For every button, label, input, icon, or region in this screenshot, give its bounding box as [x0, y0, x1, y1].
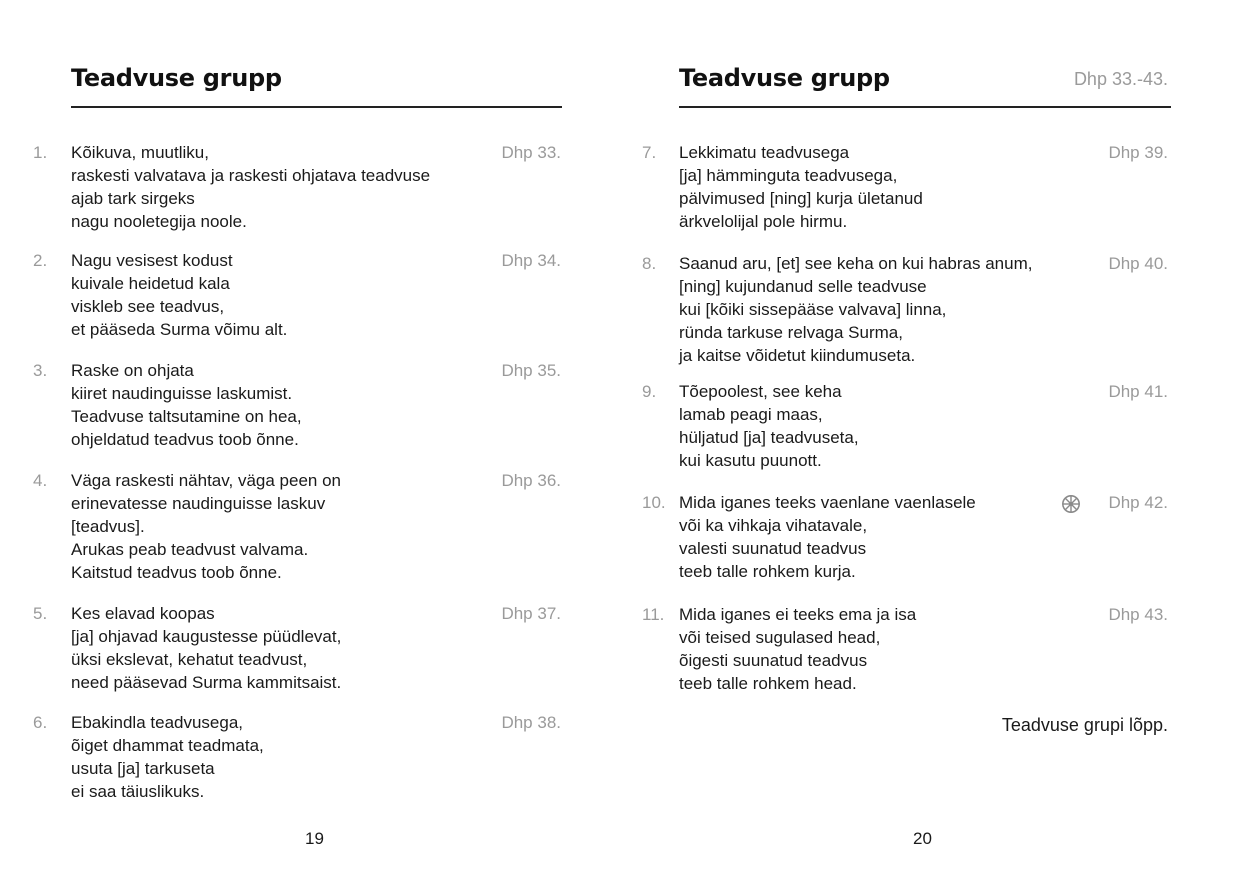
- verse-text: [71, 141, 430, 233]
- verse-text: [71, 711, 264, 803]
- verse-number: 11.: [642, 605, 665, 624]
- verse-line: ärkvelolijal pole hirmu.: [679, 212, 848, 231]
- verse-text: [71, 602, 341, 694]
- section-reference: Dhp 33.-43.: [1073, 69, 1168, 89]
- verse-line: raskesti valvatava ja raskesti ohjatava teadvuse: [71, 166, 431, 185]
- page-title: Teadvuse grupp: [71, 64, 282, 92]
- verse-line: erinevatesse naudinguisse laskuv: [71, 494, 326, 513]
- dharma-wheel-icon: [1061, 494, 1081, 514]
- title-rule: [71, 106, 562, 108]
- verse-line: Raske on ohjata: [71, 361, 194, 380]
- verse-line: teeb talle rohkem head.: [679, 674, 857, 693]
- verse-reference: Dhp 36.: [501, 471, 561, 490]
- verse-line: kui [kõiki sissepääse valvava] linna,: [679, 300, 947, 319]
- left-page: [0, 0, 620, 875]
- verse-reference: Dhp 42.: [1108, 493, 1168, 512]
- verse-reference: Dhp 33.: [501, 143, 561, 162]
- verse-reference: Dhp 37.: [501, 604, 561, 623]
- verse-line: lamab peagi maas,: [679, 405, 823, 424]
- verse-text: [71, 469, 341, 584]
- right-page: [620, 0, 1240, 875]
- verse-number: 8.: [642, 254, 657, 273]
- verse-line: Saanud aru, [et] see keha on kui habras anum,: [679, 254, 1033, 273]
- verse-number: 6.: [33, 713, 48, 732]
- verse-line: Arukas peab teadvust valvama.: [71, 540, 309, 559]
- verse-reference: Dhp 39.: [1108, 143, 1168, 162]
- title-rule: [679, 106, 1171, 108]
- verse-line: Kõikuva, muutliku,: [71, 143, 209, 162]
- verse-line: Mida iganes ei teeks ema ja isa: [679, 605, 917, 624]
- verse-line: ja kaitse võidetut kiindumuseta.: [679, 346, 916, 365]
- verse-line: [ja] ohjavad kaugustesse püüdlevat,: [71, 627, 342, 646]
- verse-line: kiiret naudinguisse laskumist.: [71, 384, 293, 403]
- verse-reference: Dhp 35.: [501, 361, 561, 380]
- verse-line: teeb talle rohkem kurja.: [679, 562, 856, 581]
- verse-line: usuta [ja] tarkuseta: [71, 759, 215, 778]
- page-number: 20: [913, 829, 932, 848]
- verse-reference: Dhp 43.: [1108, 605, 1168, 624]
- verse-reference: Dhp 38.: [501, 713, 561, 732]
- verse-line: need pääsevad Surma kammitsaist.: [71, 673, 342, 692]
- chapter-end-note: Teadvuse grupi lõpp.: [1001, 715, 1168, 735]
- verse-text: [679, 141, 923, 233]
- page-number: 19: [305, 829, 324, 848]
- verse-text: [679, 603, 916, 695]
- verse-reference: Dhp 34.: [501, 251, 561, 270]
- verse-line: [teadvus].: [71, 517, 145, 536]
- verse-number: 3.: [33, 361, 48, 380]
- verse-line: valesti suunatud teadvus: [679, 539, 867, 558]
- verse-line: ajab tark sirgeks: [71, 189, 195, 208]
- verse-number: 5.: [33, 604, 48, 623]
- verse-line: või ka vihkaja vihatavale,: [679, 516, 868, 535]
- verse-line: Nagu vesisest kodust: [71, 251, 233, 270]
- verse-line: kui kasutu puunott.: [679, 451, 822, 470]
- verse-line: õiget dhammat teadmata,: [71, 736, 264, 755]
- verse-number: 2.: [33, 251, 48, 270]
- verse-line: ohjeldatud teadvus toob õnne.: [71, 430, 299, 449]
- verse-number: 7.: [642, 143, 657, 162]
- verse-line: õigesti suunatud teadvus: [679, 651, 868, 670]
- verse-text: [71, 359, 302, 451]
- verse-line: Väga raskesti nähtav, väga peen on: [71, 471, 341, 490]
- verse-line: hüljatud [ja] teadvuseta,: [679, 428, 859, 447]
- verse-line: Tõepoolest, see keha: [679, 382, 842, 401]
- verse-line: Kes elavad koopas: [71, 604, 215, 623]
- verse-line: või teised sugulased head,: [679, 628, 881, 647]
- verse-line: pälvimused [ning] kurja ületanud: [679, 189, 923, 208]
- verse-line: ei saa täiuslikuks.: [71, 782, 205, 801]
- verse-line: Teadvuse taltsutamine on hea,: [71, 407, 302, 426]
- verse-line: ründa tarkuse relvaga Surma,: [679, 323, 903, 342]
- verse-reference: Dhp 40.: [1108, 254, 1168, 273]
- verse-text: [679, 252, 1032, 367]
- page-title: Teadvuse grupp: [679, 64, 890, 92]
- verse-text: [71, 249, 287, 341]
- verse-line: nagu nooletegija noole.: [71, 212, 247, 231]
- verse-line: [ning] kujundanud selle teadvuse: [679, 277, 927, 296]
- verse-line: Lekkimatu teadvusega: [679, 143, 850, 162]
- verse-line: viskleb see teadvus,: [71, 297, 225, 316]
- verse-line: Kaitstud teadvus toob õnne.: [71, 563, 282, 582]
- verse-text: [679, 380, 859, 472]
- verse-line: [ja] hämminguta teadvusega,: [679, 166, 898, 185]
- verse-line: et pääseda Surma võimu alt.: [71, 320, 288, 339]
- verse-reference: Dhp 41.: [1108, 382, 1168, 401]
- verse-number: 9.: [642, 382, 657, 401]
- verse-line: üksi ekslevat, kehatut teadvust,: [71, 650, 308, 669]
- verse-line: Ebakindla teadvusega,: [71, 713, 244, 732]
- verse-text: [679, 491, 976, 583]
- verse-line: kuivale heidetud kala: [71, 274, 230, 293]
- verse-number: 4.: [33, 471, 48, 490]
- verse-number: 10.: [642, 493, 666, 512]
- verse-number: 1.: [33, 143, 48, 162]
- verse-line: Mida iganes teeks vaenlane vaenlasele: [679, 493, 976, 512]
